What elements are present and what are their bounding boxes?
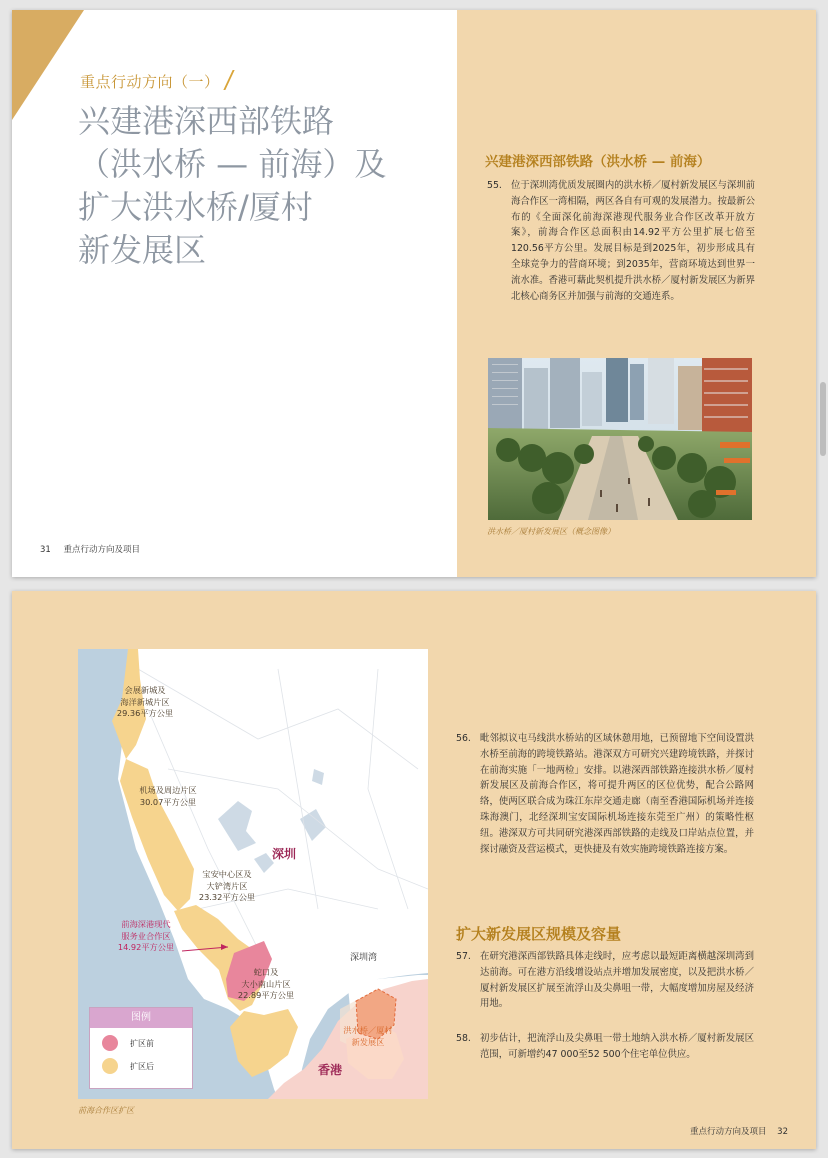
- paragraph-number: 58.: [456, 1033, 471, 1044]
- scrollbar-thumb[interactable]: [820, 382, 826, 456]
- slash-decoration: [223, 70, 234, 90]
- section-heading-2: 扩大新发展区规模及容量: [456, 925, 622, 943]
- footer-label: 重点行动方向及项目: [689, 1127, 767, 1137]
- title-line-1: 兴建港深西部铁路: [78, 102, 335, 140]
- bay-label: 深圳湾: [350, 953, 378, 963]
- map-caption: 前海合作区扩区: [78, 1106, 134, 1115]
- page-number: 31: [40, 545, 51, 555]
- section-tag: 重点行动方向（一）: [80, 70, 230, 92]
- paragraph-number: 56.: [456, 733, 471, 744]
- corner-decoration: [12, 10, 84, 120]
- page-number: 32: [777, 1127, 788, 1137]
- label-huizhan: 会展新城及 海洋新城片区 29.36平方公里: [116, 685, 174, 718]
- right-panel: [457, 10, 816, 577]
- title-line-2: （洪水桥 — 前海）及: [78, 145, 387, 183]
- pink-dot-icon: [102, 1035, 118, 1051]
- legend-after: 扩区后: [102, 1058, 192, 1074]
- paragraph-number: 55.: [487, 180, 502, 191]
- label-shekou: 蛇口及 大小南山片区 22.89平方公里: [237, 967, 295, 1000]
- concept-image: [488, 358, 752, 520]
- title-line-3: 扩大洪水桥/厦村: [78, 188, 313, 226]
- paragraph-text: 位于深圳湾优质发展圈内的洪水桥／厦村新发展区与深圳前海合作区一湾相隔，两区各自有可观的发展潜力。按最新公布的《全面深化前海深港现代服务业合作区改革开放方案》，前海合作区总面积由14.92平方公里扩展七倍至120.56平方公里。发展目标是到2025年，初步形成具有全球竞争力的营商环境；到2035年，营商环境达到世界一流水准。香港可藉此契机提升洪水桥／厦村新发展区为新界北核心商务区并加强与前海的交通连系。: [511, 180, 755, 302]
- page-32: [12, 591, 816, 1149]
- section-heading: 兴建港深西部铁路（洪水桥 — 前海）: [485, 154, 711, 170]
- page-title: [78, 100, 408, 272]
- paragraph-text: 在研究港深西部铁路具体走线时，应考虑以最短距离横越深圳湾到达前海。可在港方沿线增设站点并增加发展密度，以及把洪水桥／厦村新发展区扩展至流浮山及尖鼻咀一带，大幅度增加房屋及经济用地。: [480, 951, 754, 1010]
- photo-caption: 洪水桥／厦村新发展区（概念图像）: [487, 527, 615, 536]
- paragraph-text: 毗邻拟议屯马线洪水桥站的区域休憩用地，已预留地下空间设置洪水桥至前海的跨境铁路站。港深双方可研究兴建跨境铁路，并探讨在前海实施「一地两检」安排。以港深西部铁路连接洪水桥／厦村新发展区及前海合作区，将可提升两区的区位优势，配合公路网络，使两区联合成为珠江东岸交通走廊（南至香港国际机场并连接珠海澳门，北经深圳宝安国际机场连接东莞至广州）的策略性枢纽。港深双方可共同研究港深西部铁路的走线及口岸站点位置，并探讨融资及营运模式，更快捷及有效实施跨境铁路连接方案。: [480, 733, 754, 855]
- map-legend: [89, 1007, 193, 1089]
- yellow-dot-icon: [102, 1058, 118, 1074]
- footer-label: 重点行动方向及项目: [63, 545, 141, 555]
- legend-before: 扩区前: [102, 1035, 192, 1051]
- label-qianhai: 前海深港现代 服务业合作区 14.92平方公里: [117, 919, 175, 952]
- legend-title: 图例: [90, 1008, 192, 1028]
- label-hung-shui-kiu: 洪水桥／厦村 新发展区: [343, 1025, 393, 1047]
- city-label-shenzhen: 深圳: [272, 847, 297, 861]
- page-footer: [40, 543, 140, 555]
- label-jichang: 机场及周边片区 30.07平方公里: [139, 785, 197, 807]
- label-baoan: 宝安中心区及 大铲湾片区 23.32平方公里: [198, 869, 256, 902]
- page-footer: [690, 1125, 788, 1137]
- paragraph-text: 初步估计，把流浮山及尖鼻咀一带土地纳入洪水桥／厦村新发展区范围，可新增约47 000至52 500个住宅单位供应。: [480, 1033, 754, 1060]
- paragraph-number: 57.: [456, 951, 471, 962]
- city-label-hongkong: 香港: [318, 1063, 343, 1077]
- page-31: [12, 10, 816, 577]
- expansion-map: [78, 649, 428, 1099]
- title-line-4: 新发展区: [78, 231, 207, 269]
